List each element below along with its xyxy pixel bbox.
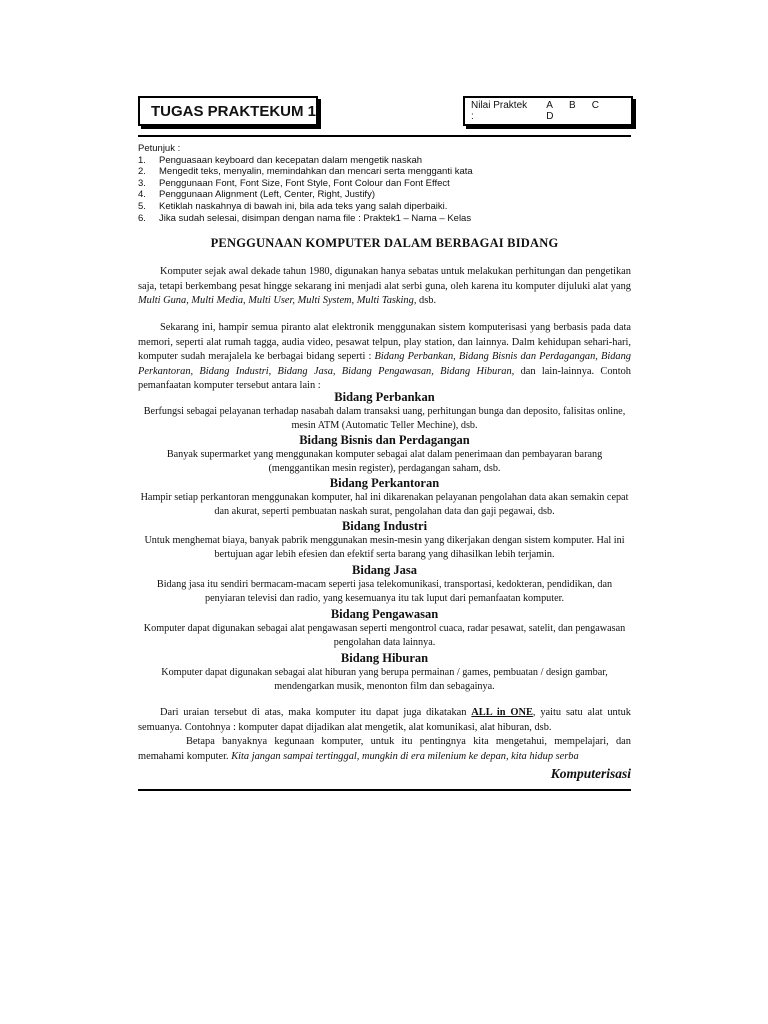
- document-title: PENGGUNAAN KOMPUTER DALAM BERBAGAI BIDANG: [210, 236, 559, 250]
- instruction-item: [138, 166, 631, 178]
- grade-b: B: [568, 100, 576, 111]
- grade-box: [463, 96, 633, 126]
- instruction-text: Mengedit teks, menyalin, memindahkan dan mencari serta mengganti kata: [159, 166, 473, 178]
- instruction-text: Penggunaan Font, Font Size, Font Style, Font Colour dan Font Effect: [159, 177, 450, 189]
- sector-title-perbankan: Bidang Perbankan: [334, 390, 435, 404]
- grade-c: C: [591, 100, 599, 111]
- instruction-number: 2.: [138, 166, 146, 178]
- instructions-heading: Petunjuk :: [138, 143, 181, 154]
- closing-paragraph-2: [138, 735, 631, 764]
- sector-desc-bisnis: Banyak supermarket yang menggunakan komputer sebagai alat dalam penerimaan dan pembayaran barang (menggantikan mesin register), perdagangan saham, dsb.: [166, 449, 603, 474]
- assignment-title: TUGAS PRAKTEKUM 1: [151, 102, 317, 120]
- instruction-item: [138, 155, 631, 167]
- instructions: [138, 143, 631, 224]
- closing2-text: Betapa banyaknya kegunaan komputer, untuk itu pentingnya kita mengetahui, mempelajari, dan memahami komputer.: [138, 736, 631, 762]
- sector-title-bisnis: Bidang Bisnis dan Perdagangan: [299, 433, 470, 447]
- instruction-number: 4.: [138, 189, 146, 201]
- instruction-item: [138, 178, 631, 190]
- closing1-text: Dari uraian tersebut di atas, maka komputer itu dapat juga dikatakan: [160, 707, 472, 718]
- sectors-italic: Bidang Perbankan, Bidang Bisnis dan Perdagangan, Bidang Perkantoran, Bidang Industri, Bidang Jasa, Bidang Pengawasan, Bidang Hiburan,: [138, 351, 631, 377]
- instruction-text: Ketiklah naskahnya di bawah ini, bila ada teks yang salah diperbaiki.: [159, 200, 448, 212]
- sector-desc-pengawasan: Komputer dapat digunakan sebagai alat pengawasan seperti mengontrol cuaca, radar pesawat, satelit, dan pengawasan pengolahan data lainnya.: [143, 623, 626, 648]
- sectors-text: Sekarang ini, hampir semua piranto alat elektronik menggunakan sistem komputerisasi yang berbasis pada data memori, seperti alat rumah tagga, audia video, pesawat telpun, play station, dan lainnya. Dalm kehidupan sehari-hari, komputer sudah merajalela ke berbagai bidang seperti :: [138, 322, 631, 362]
- sector-title-jasa: Bidang Jasa: [352, 563, 417, 577]
- intro-tail: dsb.: [416, 295, 437, 306]
- intro-paragraph: [138, 265, 631, 309]
- instruction-item: [138, 213, 631, 225]
- sector-desc-hiburan: Komputer dapat digunakan sebagai alat hiburan yang berupa permainan / games, pembuatan / design gambar, mendengarkan musik, menonton film dan sebagainya.: [161, 667, 608, 692]
- closing-paragraph-1: [138, 706, 631, 735]
- grade-label: Nilai Praktek :: [471, 100, 528, 122]
- instruction-text: Penggunaan Alignment (Left, Center, Right, Justify): [159, 189, 375, 201]
- sector-title-hiburan: Bidang Hiburan: [340, 651, 429, 665]
- grade-options: [546, 100, 631, 122]
- sector-title-pengawasan: Bidang Pengawasan: [330, 607, 439, 621]
- instruction-number: 5.: [138, 200, 146, 212]
- all-in-one: ALL in ONE: [471, 707, 533, 718]
- instruction-text: Jika sudah selesai, disimpan dengan nama file : Praktek1 – Nama – Kelas: [159, 212, 472, 224]
- assignment-title-box: [138, 96, 318, 126]
- intro-italic: Multi Guna, Multi Media, Multi User, Multi System, Multi Tasking,: [138, 295, 417, 306]
- grade-d: D: [546, 111, 554, 122]
- instruction-text: Penguasaan keyboard dan kecepatan dalam mengetik naskah: [159, 154, 423, 166]
- closing1-tail: , yaitu satu alat untuk semuanya. Contohnya : komputer dapat dijadikan alat mengetik, alat komunikasi, alat hiburan, dsb.: [138, 707, 631, 733]
- bottom-divider: [138, 789, 631, 791]
- instruction-item: [138, 189, 631, 201]
- intro-text: Komputer sejak awal dekade tahun 1980, digunakan hanya sebatas untuk melakukan perhitungan dan pengetikan saja, tetapi berkembang pesat hingge sekarang ini menjadi alat serbi guna, oleh karena itu komputer dijuluki alat yang: [138, 266, 631, 292]
- final-word: Komputerisasi: [550, 766, 631, 781]
- sector-desc-jasa: Bidang jasa itu sendiri bermacam-macam seperti jasa telekomunikasi, transportasi, kedokteran, pendidikan, dan penyiaran televisi dan radio, yang kesemuanya itu tak luput dari pemanfaatan komputer.: [156, 579, 613, 604]
- sector-desc-industri: Untuk menghemat biaya, banyak pabrik menggunakan mesin-mesin yang dikerjakan dengan sistem komputer. Hal ini bertujuan agar lebih efesien dan efektif serta barang yang dihasilkan lebih terjamin.: [144, 535, 625, 560]
- instruction-item: [138, 201, 631, 213]
- sector-desc-perkantoran: Hampir setiap perkantoran menggunakan komputer, hal ini dikarenakan pelayanan pengolahan data akan semakin cepat dan akurat, seperti pembuatan naskah surat, pengolahan data dan gaji pegawai, dsb.: [140, 492, 629, 517]
- instruction-number: 3.: [138, 177, 146, 189]
- sector-title-industri: Bidang Industri: [341, 519, 428, 533]
- grade-a: A: [546, 100, 553, 111]
- sector-title-perkantoran: Bidang Perkantoran: [329, 476, 440, 490]
- closing2-italic: Kita jangan sampai tertinggal, mungkin di era milenium ke depan, kita hidup serba: [231, 750, 579, 762]
- top-divider: [138, 135, 631, 137]
- sector-desc-perbankan: Berfungsi sebagai pelayanan terhadap nasabah dalam transaksi uang, perhitungan bunga dan deposito, falisitas online, mesin ATM (Automatic Teller Mechine), dsb.: [143, 406, 626, 431]
- sectors-paragraph: [138, 321, 631, 394]
- instruction-number: 6.: [138, 212, 146, 224]
- sectors-tail: dan lain-lainnya. Contoh pemanfaatan komputer tersebut antara lain :: [138, 365, 631, 391]
- instruction-number: 1.: [138, 154, 146, 166]
